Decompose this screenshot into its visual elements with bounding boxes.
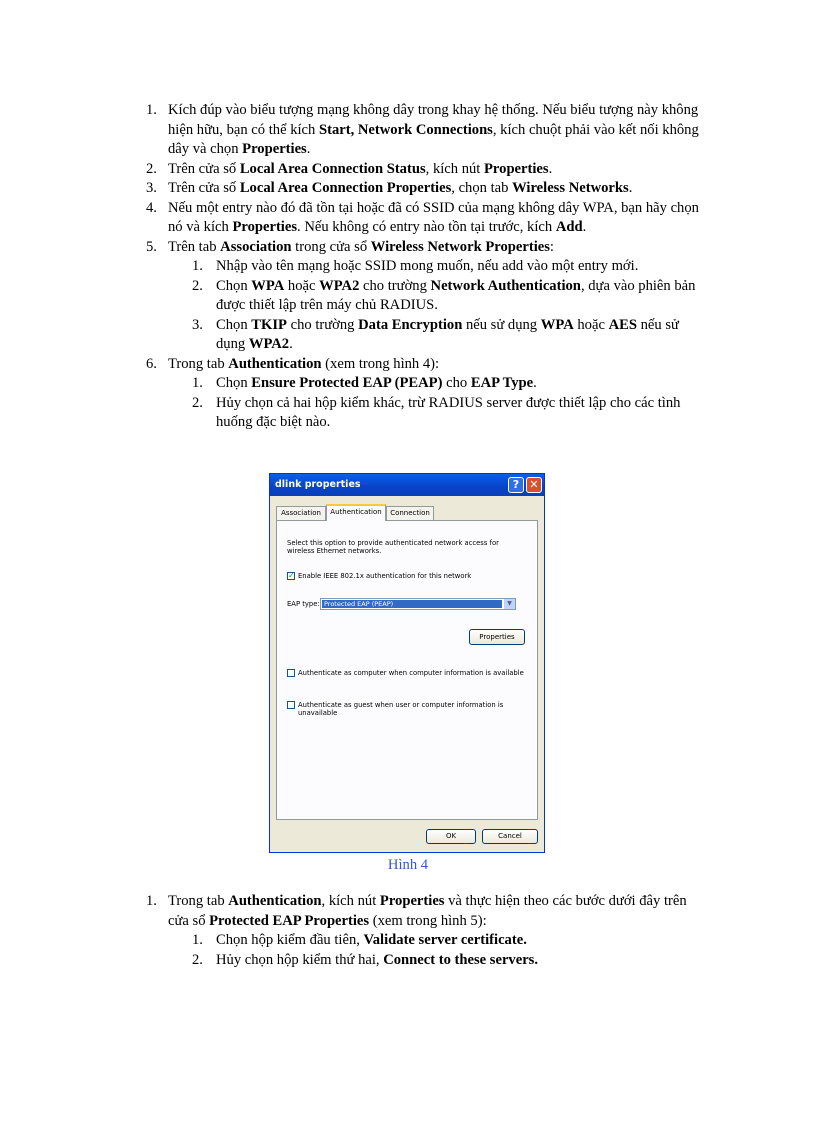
- list-number: 2.: [146, 160, 157, 177]
- help-button[interactable]: ?: [508, 477, 524, 493]
- list-item-text: [168, 200, 699, 236]
- text-run: .: [548, 160, 553, 177]
- list-item-text: [216, 278, 695, 314]
- sub-list-item: [146, 394, 706, 433]
- list-item-text: [216, 258, 638, 274]
- bold-term: Protected EAP Properties: [209, 912, 370, 929]
- text-run: (xem trong hình 4):: [321, 355, 440, 372]
- list-item-text: [216, 375, 537, 391]
- chevron-down-icon[interactable]: ▼: [504, 599, 515, 609]
- bold-term: Properties: [232, 219, 298, 235]
- list-number: 3.: [146, 180, 157, 196]
- sub-list-item: [146, 951, 706, 971]
- ok-button[interactable]: OK: [426, 829, 476, 844]
- list-number: 1.: [146, 893, 157, 909]
- text-run: , kích nút: [425, 160, 485, 177]
- text-run: Trong tab: [168, 893, 229, 909]
- tab-authentication[interactable]: Authentication: [326, 504, 386, 521]
- close-button[interactable]: ✕: [526, 477, 542, 493]
- text-run: .: [289, 336, 293, 352]
- bold-term: Validate server certificate.: [363, 932, 527, 948]
- auth-guest-checkbox[interactable]: [287, 701, 295, 709]
- list-number: 2.: [192, 951, 203, 968]
- list-number: 1.: [192, 258, 203, 274]
- text-run: Chọn: [216, 375, 252, 391]
- text-run: cho trường: [359, 277, 431, 294]
- sub-list-item: [146, 277, 706, 316]
- instruction-list-1: [146, 101, 706, 433]
- text-run: :: [549, 238, 554, 255]
- text-run: hoặc: [284, 277, 320, 294]
- figure-caption: Hình 4: [387, 857, 429, 873]
- auth-computer-label: Authenticate as computer when computer information is available: [298, 669, 524, 677]
- list-item-text: [216, 932, 527, 948]
- text-run: , kích chuột phải vào kết nối không dây và chọn: [168, 121, 699, 157]
- list-item-text: [168, 893, 687, 929]
- list-item-text: [168, 239, 554, 255]
- bold-term: EAP Type: [470, 375, 534, 391]
- text-run: .: [533, 375, 537, 391]
- bold-term: Local Area Connection Status: [239, 160, 426, 177]
- bold-term: Local Area Connection Properties: [239, 180, 452, 196]
- text-run: .: [628, 180, 633, 196]
- authentication-panel: [276, 520, 538, 820]
- list-item-text: [168, 102, 699, 157]
- bold-term: Data Encryption: [358, 316, 463, 333]
- text-run: . Nếu không có entry nào tồn tại trước, kích: [297, 219, 556, 235]
- text-run: .: [306, 141, 311, 157]
- bold-term: Properties: [242, 141, 307, 157]
- cancel-button[interactable]: Cancel: [482, 829, 538, 844]
- list-item: [146, 160, 706, 180]
- sub-list-item: [146, 257, 706, 277]
- dlink-properties-dialog: [269, 473, 545, 853]
- list-number: 3.: [192, 316, 203, 333]
- text-run: , chọn tab: [451, 180, 513, 196]
- list-item: [146, 179, 706, 199]
- list-item: [146, 199, 706, 238]
- text-run: , dựa vào phiên bản được thiết lập trên máy chủ RADIUS.: [216, 277, 696, 313]
- text-run: (xem trong hình 5):: [369, 912, 487, 929]
- list-item-text: [168, 356, 439, 372]
- text-run: Chọn: [216, 316, 252, 333]
- bold-term: Wireless Networks: [512, 180, 629, 196]
- text-run: cho trường: [286, 316, 359, 333]
- eap-type-value: Protected EAP (PEAP): [322, 600, 502, 608]
- properties-button[interactable]: Properties: [469, 629, 525, 645]
- text-run: Hủy chọn hộp kiểm thứ hai,: [216, 951, 384, 968]
- text-run: nếu sử dụng: [462, 316, 541, 333]
- eap-type-label: EAP type:: [287, 600, 320, 608]
- list-number: 6.: [146, 355, 157, 372]
- bold-term: Ensure Protected EAP (PEAP): [251, 375, 443, 391]
- eap-type-select[interactable]: [320, 598, 516, 610]
- dialog-titlebar[interactable]: [270, 474, 544, 496]
- instruction-list-2: [146, 892, 706, 970]
- sub-list-item: [146, 316, 706, 355]
- bold-term: Network Authentication: [430, 277, 581, 294]
- text-run: cho: [442, 375, 471, 391]
- text-run: hoặc: [573, 316, 609, 333]
- bold-term: WPA: [540, 316, 574, 333]
- text-run: Trong tab: [168, 355, 229, 372]
- list-item: [146, 101, 706, 160]
- text-run: Chọn: [216, 277, 252, 294]
- auth-computer-checkbox[interactable]: [287, 669, 295, 677]
- text-run: Nhập vào tên mạng hoặc SSID mong muốn, nếu add vào một entry mới.: [216, 258, 639, 274]
- bold-term: Properties: [484, 160, 549, 177]
- list-item-text: [168, 161, 552, 177]
- list-number: 5.: [146, 238, 157, 255]
- text-run: .: [582, 219, 587, 235]
- tab-connection[interactable]: Connection: [386, 506, 434, 520]
- bold-term: Authentication: [228, 355, 322, 372]
- list-item: [146, 892, 706, 931]
- bold-term: Authentication: [228, 893, 322, 909]
- text-run: Nếu một entry nào đó đã tồn tại hoặc đã có SSID của mạng không dây WPA, bạn hãy chọn nó và kích: [168, 199, 699, 235]
- text-run: và thực hiện theo các bước dưới đây trên cửa sổ: [168, 893, 687, 929]
- text-run: nếu sử dụng: [216, 316, 679, 352]
- text-run: , kích nút: [321, 893, 380, 909]
- enable-8021x-label: Enable IEEE 802.1x authentication for this network: [298, 572, 472, 580]
- auth-guest-label: Authenticate as guest when user or computer information is unavailable: [298, 701, 504, 717]
- list-number: 1.: [192, 375, 203, 391]
- text-run: Chọn hộp kiểm đầu tiên,: [216, 932, 364, 948]
- description-text: Select this option to provide authenticated network access for wireless Ethernet networks.: [287, 539, 499, 555]
- text-run: Trên cửa số: [168, 180, 240, 196]
- list-number: 2.: [192, 277, 203, 294]
- sub-list-item: [146, 931, 706, 951]
- list-number: 1.: [146, 102, 157, 118]
- tab-association[interactable]: Association: [276, 506, 326, 520]
- text-run: Kích đúp vào biểu tượng mạng không dây trong khay hệ thống. Nếu biểu tượng này không hiện hữu, bạn có thể kích: [168, 102, 699, 138]
- list-item-text: [168, 180, 632, 196]
- bold-term: Add: [555, 219, 583, 235]
- bold-term: TKIP: [251, 316, 287, 333]
- list-item-text: [216, 395, 680, 431]
- dialog-title: dlink properties: [275, 479, 361, 490]
- list-number: 2.: [192, 394, 203, 411]
- bold-term: Association: [220, 238, 292, 255]
- list-item: [146, 238, 706, 258]
- list-number: 4.: [146, 199, 157, 216]
- bold-term: WPA2: [319, 277, 360, 294]
- list-item-text: [216, 317, 679, 353]
- text-run: Trên tab: [168, 238, 221, 255]
- bold-term: Connect to these servers.: [383, 951, 539, 968]
- bold-term: Properties: [379, 893, 445, 909]
- text-run: trong cửa sổ: [291, 238, 371, 255]
- text-run: Hủy chọn cả hai hộp kiểm khác, trừ RADIUS server được thiết lập cho các tình huống đặc biệt nào.: [216, 394, 681, 430]
- enable-8021x-checkbox[interactable]: ✓: [288, 571, 295, 580]
- list-item: [146, 355, 706, 375]
- bold-term: WPA: [251, 277, 285, 294]
- list-number: 1.: [192, 932, 203, 948]
- bold-term: Start, Network Connections: [318, 121, 493, 138]
- bold-term: WPA2: [248, 336, 290, 352]
- list-item-text: [216, 952, 538, 968]
- bold-term: Wireless Network Properties: [370, 238, 550, 255]
- sub-list-item: [146, 374, 706, 394]
- bold-term: AES: [608, 316, 637, 333]
- text-run: Trên cửa số: [168, 160, 240, 177]
